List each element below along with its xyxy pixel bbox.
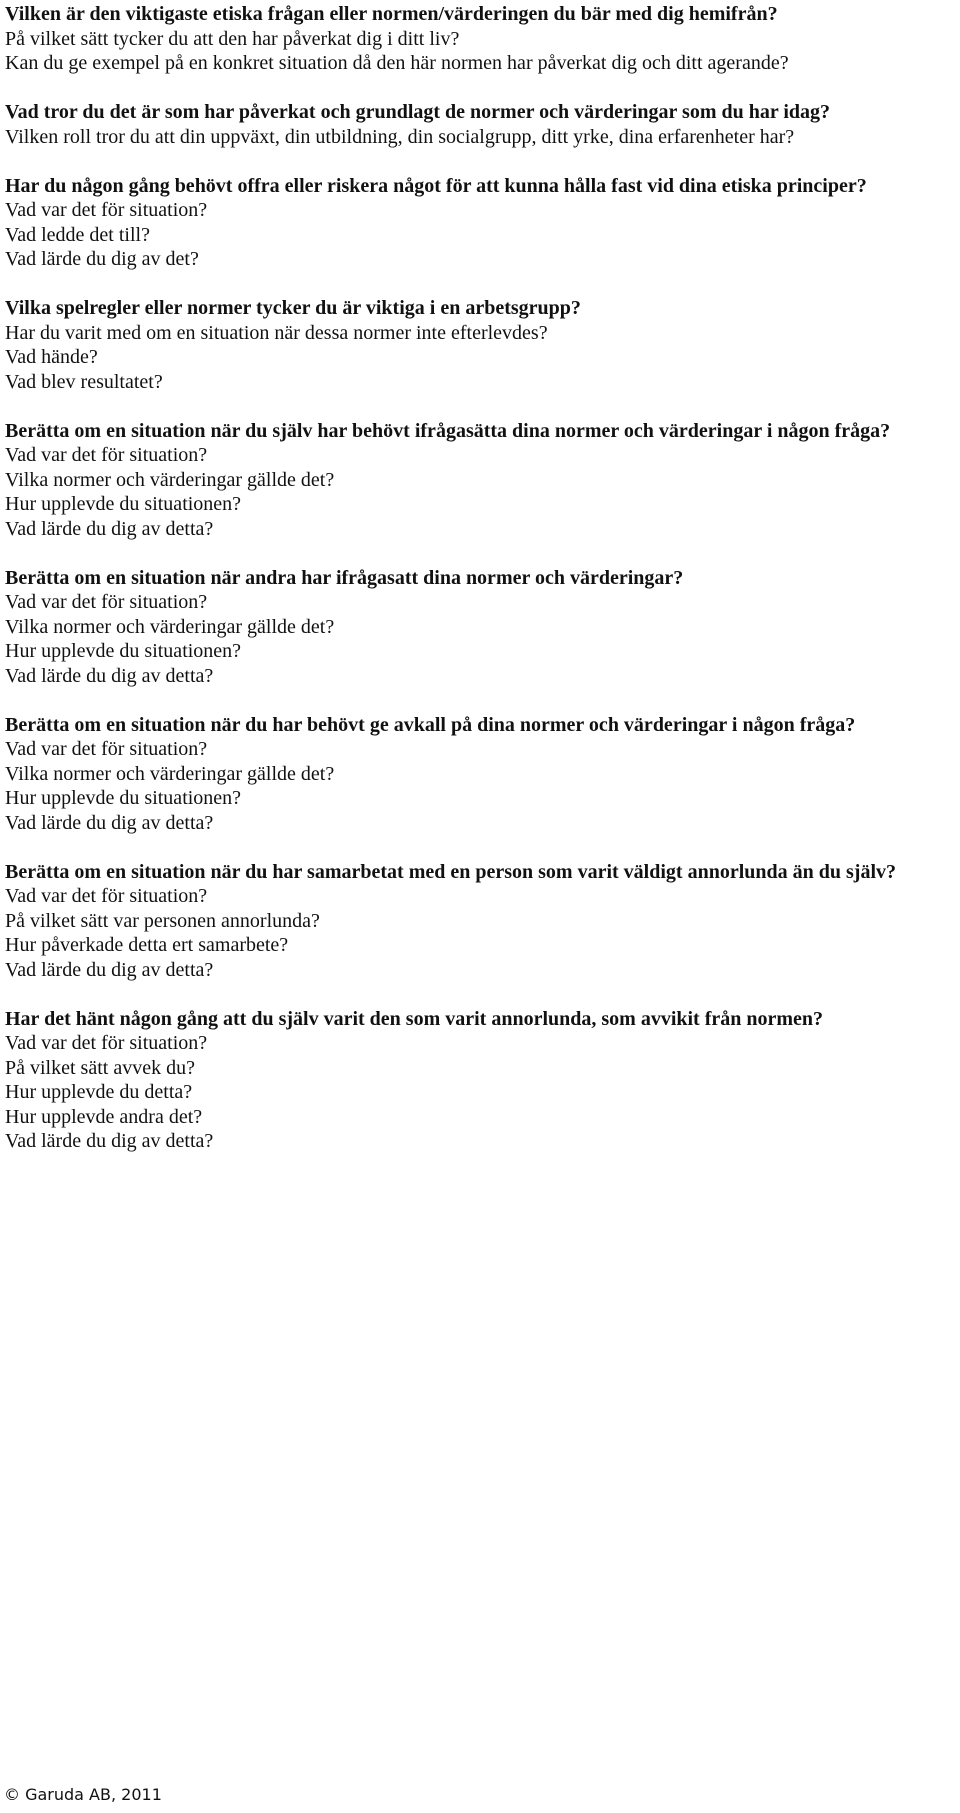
followup-question: Vad lärde du dig av detta? <box>5 664 214 687</box>
question-section <box>5 419 957 542</box>
question-section <box>5 2 957 76</box>
question-heading: Vilka spelregler eller normer tycker du är viktiga i en arbetsgrupp? <box>5 297 581 319</box>
followup-question: Vad lärde du dig av detta? <box>5 517 214 540</box>
question-heading: Berätta om en situation när du har behövt ge avkall på dina normer och värderingar i någon fråga? <box>5 713 856 736</box>
question-heading: Berätta om en situation när du har samarbetat med en person som varit väldigt annorlunda än du själv? <box>5 860 896 883</box>
question-heading: Vad tror du det är som har påverkat och grundlagt de normer och värderingar som du har idag? <box>5 101 831 123</box>
followup-question: Hur upplevde du situationen? <box>5 787 242 809</box>
followup-question: Kan du ge exempel på en konkret situation då den här normen har påverkat dig och ditt agerande? <box>5 52 789 74</box>
followup-question: Vilka normer och värderingar gällde det? <box>5 615 335 638</box>
followup-question: Vad ledde det till? <box>5 223 150 246</box>
followup-question: Vilka normer och värderingar gällde det? <box>5 762 335 785</box>
followup-question: Vilka normer och värderingar gällde det? <box>5 468 335 491</box>
question-heading: Har du någon gång behövt offra eller riskera något för att kunna hålla fast vid dina etiska principer? <box>5 174 867 197</box>
followup-question: På vilket sätt avvek du? <box>5 1056 195 1079</box>
question-section <box>5 566 957 689</box>
followup-question: Vad var det för situation? <box>5 444 208 466</box>
question-section <box>5 296 957 394</box>
followup-question: Hur påverkade detta ert samarbete? <box>5 934 289 956</box>
followup-question: Hur upplevde du detta? <box>5 1081 193 1103</box>
followup-question: Hur upplevde andra det? <box>5 1105 203 1128</box>
question-section <box>5 860 957 983</box>
question-section <box>5 174 957 272</box>
document-body <box>5 2 957 1178</box>
followup-question: På vilket sätt var personen annorlunda? <box>5 909 320 932</box>
followup-question: Vad var det för situation? <box>5 738 208 760</box>
followup-question: På vilket sätt tycker du att den har påverkat dig i ditt liv? <box>5 27 460 50</box>
followup-question: Vad var det för situation? <box>5 591 208 613</box>
followup-question: Vad lärde du dig av detta? <box>5 958 214 981</box>
followup-question: Vad lärde du dig av det? <box>5 248 199 270</box>
followup-question: Har du varit med om en situation när dessa normer inte efterlevdes? <box>5 321 548 344</box>
followup-question: Vad var det för situation? <box>5 199 208 221</box>
followup-question: Vad hände? <box>5 346 98 368</box>
followup-question: Hur upplevde du situationen? <box>5 493 242 515</box>
question-section <box>5 100 957 149</box>
followup-question: Vad var det för situation? <box>5 885 208 907</box>
followup-question: Vad lärde du dig av detta? <box>5 811 214 834</box>
followup-question: Hur upplevde du situationen? <box>5 640 242 662</box>
question-heading: Vilken är den viktigaste etiska frågan eller normen/värderingen du bär med dig hemifrån? <box>5 3 778 25</box>
copyright-footer: © Garuda AB, 2011 <box>4 1785 162 1804</box>
followup-question: Vad blev resultatet? <box>5 370 163 393</box>
question-heading: Berätta om en situation när andra har ifrågasatt dina normer och värderingar? <box>5 566 684 589</box>
followup-question: Vad lärde du dig av detta? <box>5 1130 214 1152</box>
question-section <box>5 713 957 836</box>
question-heading: Berätta om en situation när du själv har behövt ifrågasätta dina normer och värderingar i någon fråga? <box>5 419 891 442</box>
followup-question: Vilken roll tror du att din uppväxt, din utbildning, din socialgrupp, ditt yrke, dina erfarenheter har? <box>5 125 795 148</box>
question-heading: Har det hänt någon gång att du själv varit den som varit annorlunda, som avvikit från normen? <box>5 1007 824 1030</box>
question-section <box>5 1007 957 1154</box>
followup-question: Vad var det för situation? <box>5 1032 208 1054</box>
